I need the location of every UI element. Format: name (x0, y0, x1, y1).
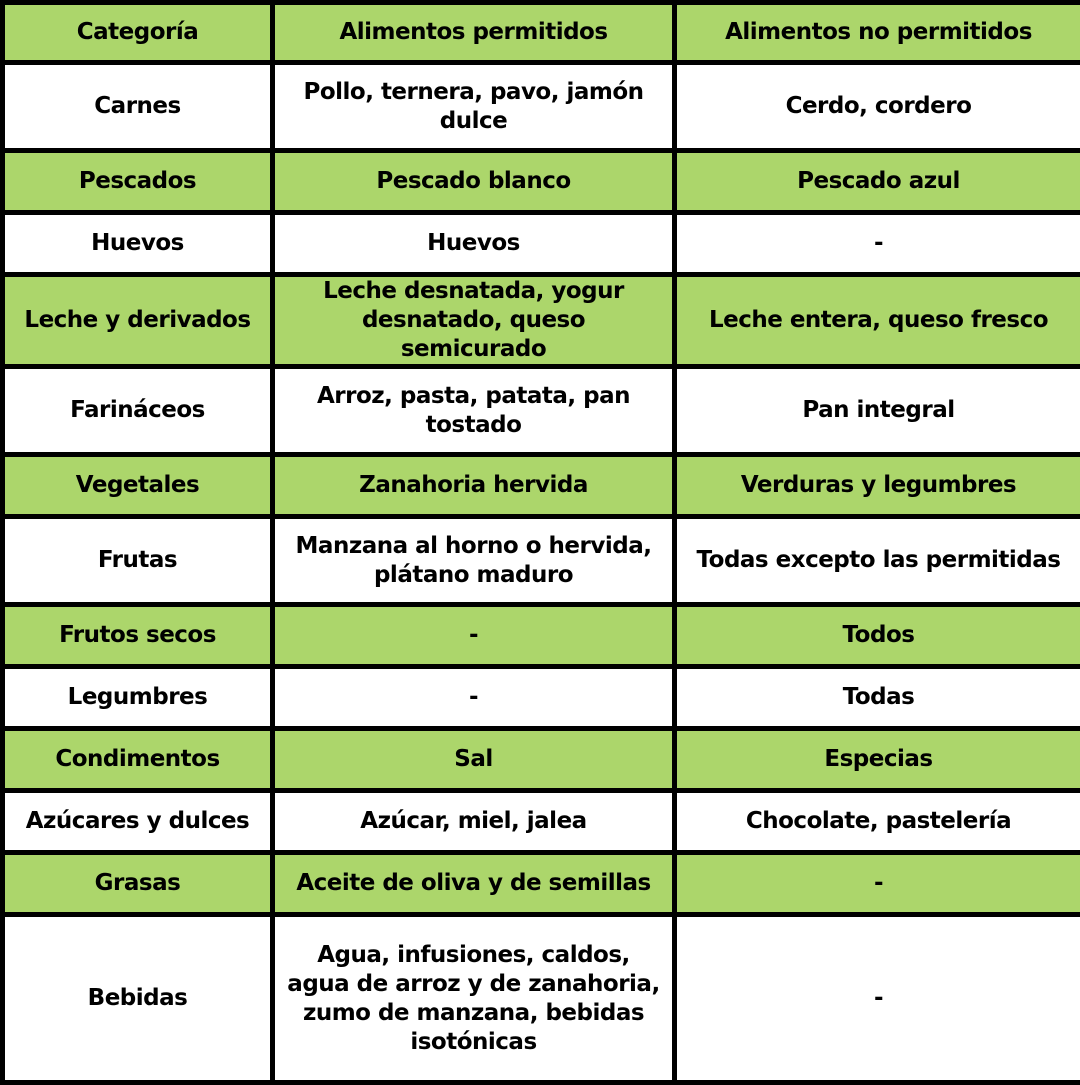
cell-category: Farináceos (3, 367, 273, 455)
cell-category: Huevos (3, 213, 273, 275)
cell-allowed: Sal (273, 729, 675, 791)
cell-allowed: Agua, infusiones, caldos, agua de arroz y de zanahoria, zumo de manzana, bebidas isotónicas (273, 915, 675, 1083)
table-row (3, 667, 1080, 729)
table-header-row (3, 3, 1080, 63)
table-row (3, 213, 1080, 275)
cell-not-allowed: Todas (675, 667, 1080, 729)
table-row (3, 367, 1080, 455)
cell-not-allowed: Especias (675, 729, 1080, 791)
cell-allowed: Leche desnatada, yogur desnatado, queso semicurado (273, 275, 675, 367)
cell-allowed: - (273, 667, 675, 729)
cell-category: Frutos secos (3, 605, 273, 667)
table-row (3, 853, 1080, 915)
cell-category: Condimentos (3, 729, 273, 791)
cell-not-allowed: Todas excepto las permitidas (675, 517, 1080, 605)
cell-allowed: Huevos (273, 213, 675, 275)
header-not-allowed: Alimentos no permitidos (675, 3, 1080, 63)
cell-category: Leche y derivados (3, 275, 273, 367)
table-row (3, 63, 1080, 151)
cell-category: Legumbres (3, 667, 273, 729)
cell-not-allowed: Chocolate, pastelería (675, 791, 1080, 853)
cell-allowed: Pollo, ternera, pavo, jamón dulce (273, 63, 675, 151)
cell-not-allowed: Verduras y legumbres (675, 455, 1080, 517)
table-row (3, 151, 1080, 213)
header-category: Categoría (3, 3, 273, 63)
cell-not-allowed: Pescado azul (675, 151, 1080, 213)
cell-category: Vegetales (3, 455, 273, 517)
cell-not-allowed: Leche entera, queso fresco (675, 275, 1080, 367)
cell-category: Frutas (3, 517, 273, 605)
cell-category: Carnes (3, 63, 273, 151)
cell-allowed: - (273, 605, 675, 667)
cell-allowed: Zanahoria hervida (273, 455, 675, 517)
cell-not-allowed: - (675, 853, 1080, 915)
cell-not-allowed: - (675, 213, 1080, 275)
table-row (3, 729, 1080, 791)
cell-category: Bebidas (3, 915, 273, 1083)
cell-not-allowed: - (675, 915, 1080, 1083)
cell-category: Pescados (3, 151, 273, 213)
cell-allowed: Aceite de oliva y de semillas (273, 853, 675, 915)
table-row (3, 455, 1080, 517)
cell-category: Azúcares y dulces (3, 791, 273, 853)
cell-not-allowed: Cerdo, cordero (675, 63, 1080, 151)
cell-allowed: Azúcar, miel, jalea (273, 791, 675, 853)
cell-category: Grasas (3, 853, 273, 915)
table-row (3, 791, 1080, 853)
table-row (3, 915, 1080, 1083)
cell-allowed: Manzana al horno o hervida, plátano maduro (273, 517, 675, 605)
table-row (3, 517, 1080, 605)
header-allowed: Alimentos permitidos (273, 3, 675, 63)
table-row (3, 605, 1080, 667)
cell-allowed: Pescado blanco (273, 151, 675, 213)
cell-not-allowed: Pan integral (675, 367, 1080, 455)
cell-allowed: Arroz, pasta, patata, pan tostado (273, 367, 675, 455)
cell-not-allowed: Todos (675, 605, 1080, 667)
table-row (3, 275, 1080, 367)
